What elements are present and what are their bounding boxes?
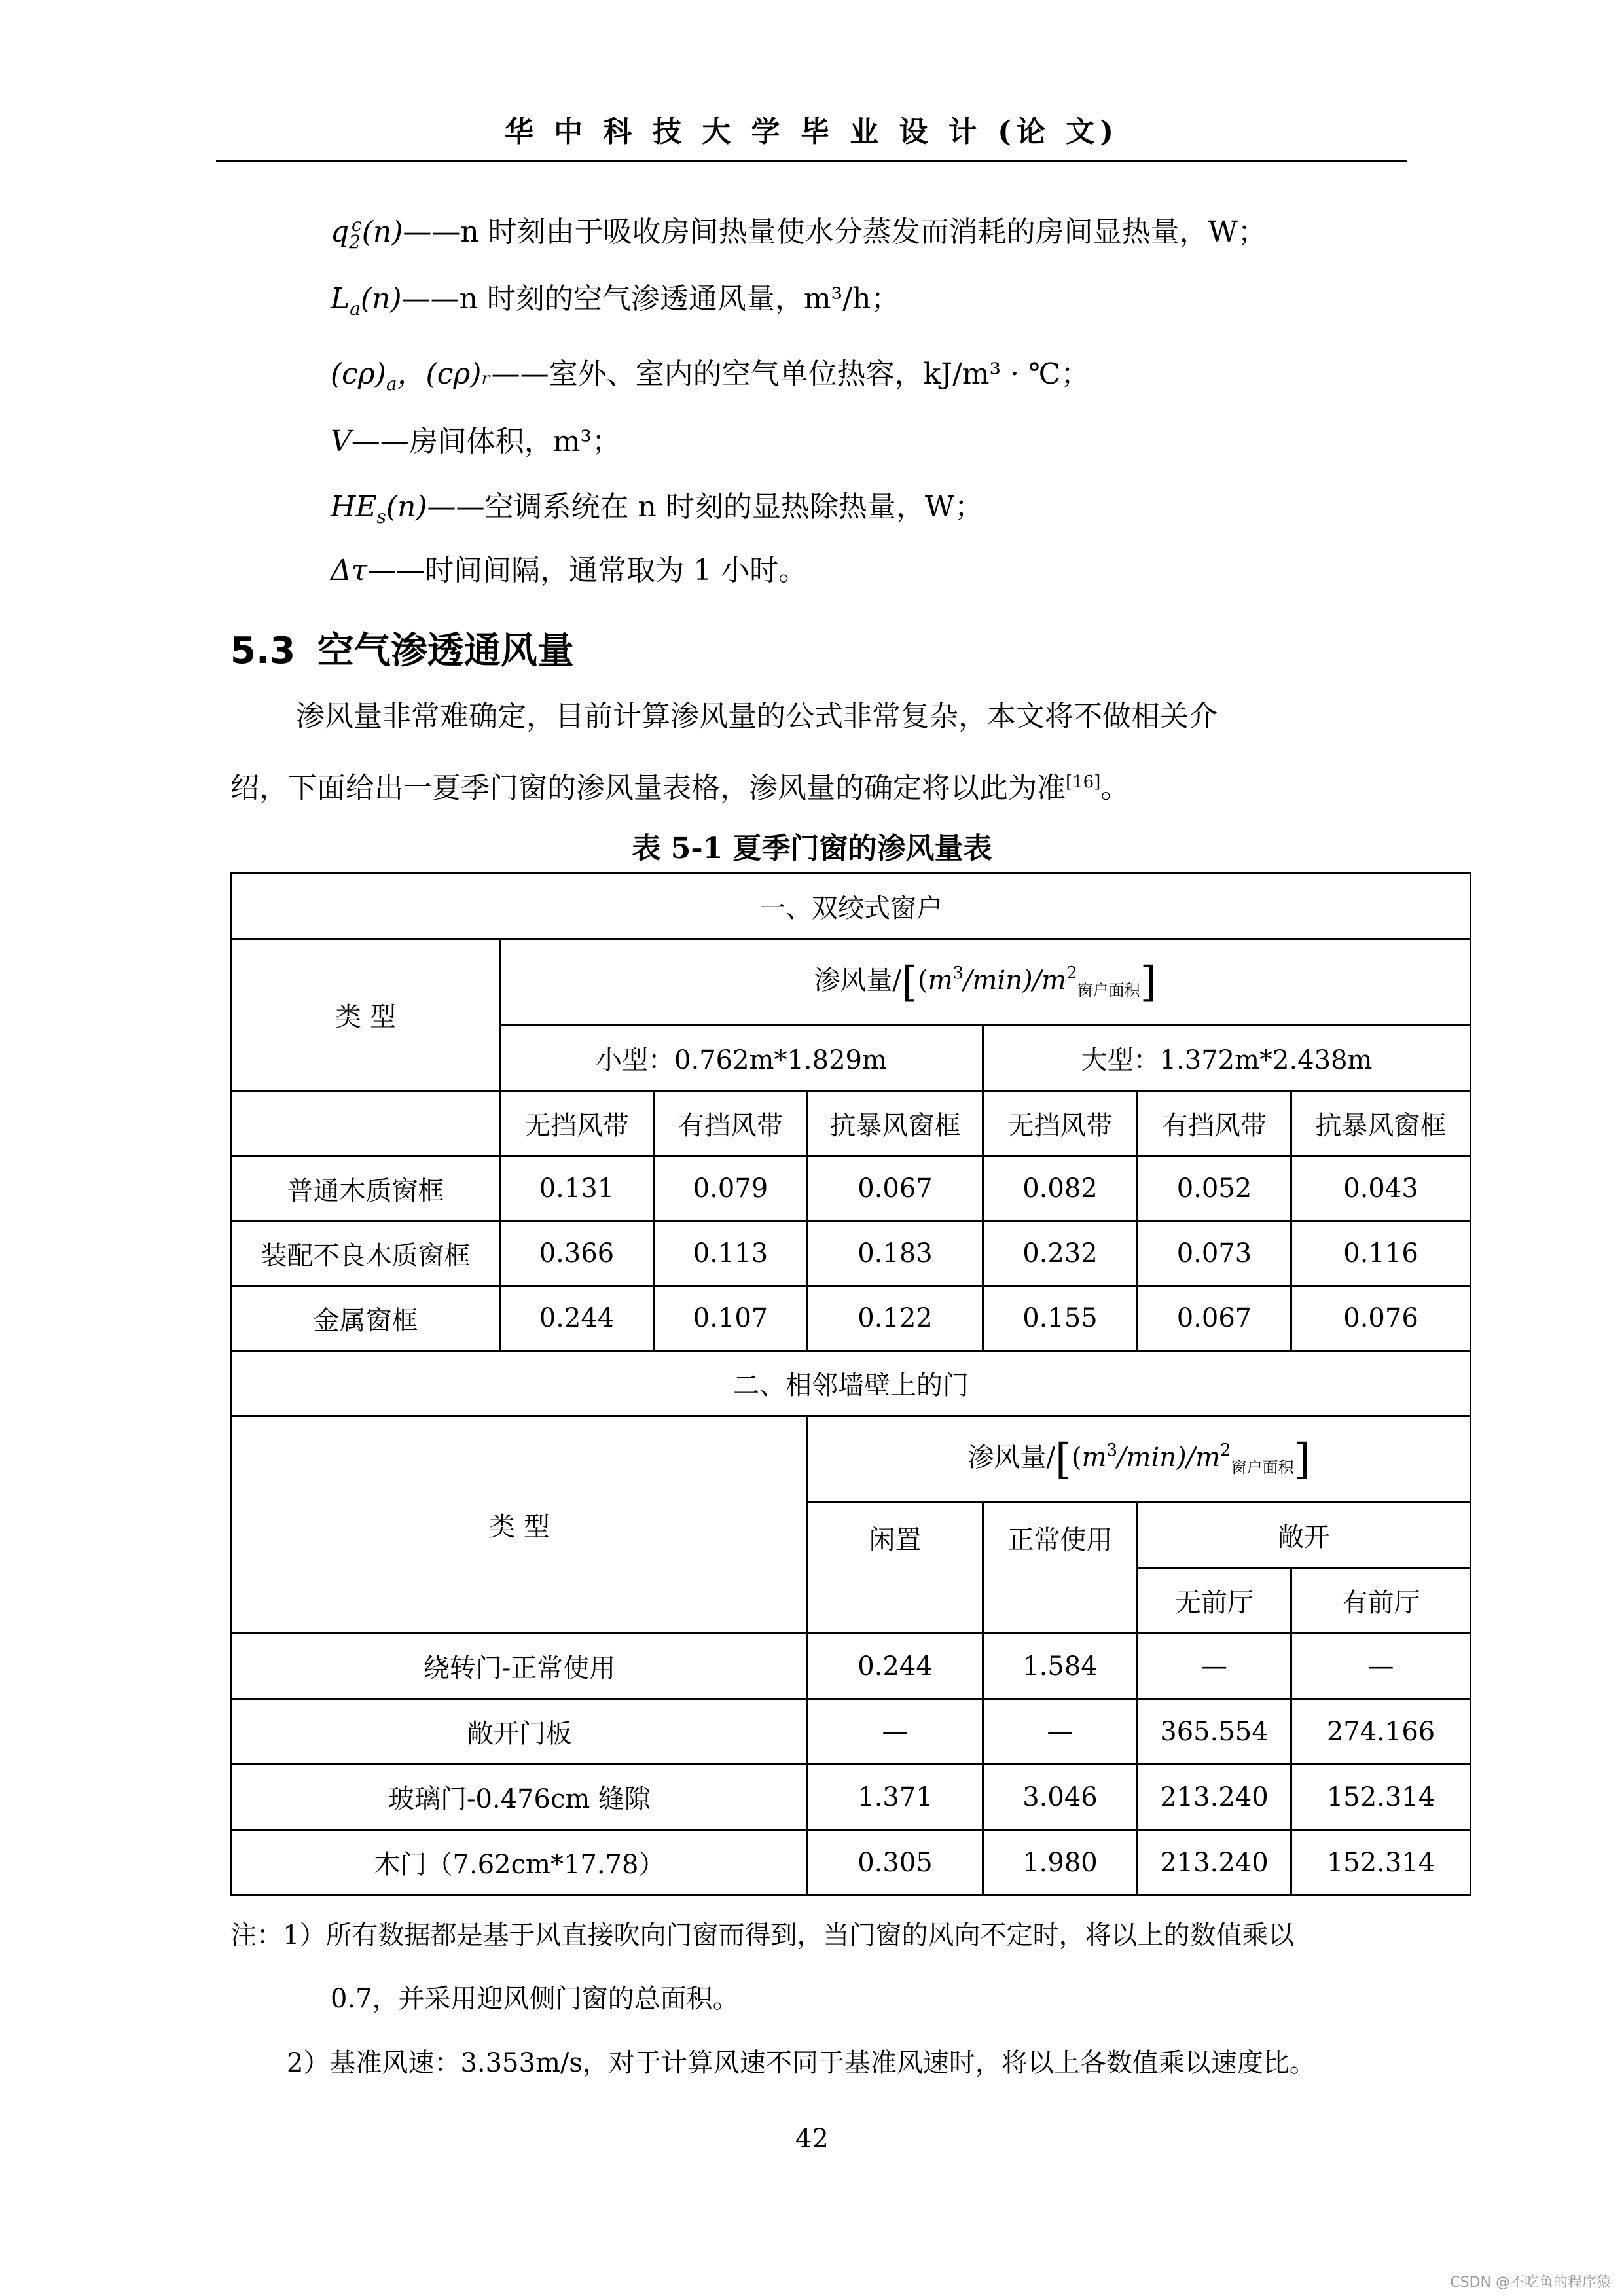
variable-arg: (n) [386, 490, 427, 524]
section-heading [230, 622, 574, 674]
variable-definition [331, 350, 1089, 395]
subhead-cell: 抗暴风窗框 [1291, 1091, 1471, 1157]
table-row [232, 1634, 1471, 1699]
variable-arg: (n) [361, 215, 403, 249]
value-cell: 0.052 [1138, 1157, 1291, 1221]
table-row [232, 1157, 1471, 1221]
value-cell: 213.240 [1138, 1830, 1291, 1895]
value-cell: 152.314 [1291, 1830, 1471, 1895]
variable-desc: ——n 时刻的空气渗透通风量，m³/h； [401, 282, 900, 315]
value-cell: 0.155 [983, 1286, 1138, 1351]
variable-definition [331, 208, 1267, 253]
variable-symbol: Δτ [331, 554, 368, 587]
paragraph-line-2: 绍，下面给出一夏季门窗的渗风量表格，渗风量的确定将以此为准 [230, 771, 1066, 805]
infiltration-table [230, 872, 1471, 1896]
part1-unit-header: 渗风量$/[(m^3/\min)/m^2_{窗户面积}]$ [500, 939, 1471, 1026]
value-cell: 0.131 [500, 1157, 654, 1221]
value-cell: — [1291, 1634, 1471, 1699]
part2-title: 二、相邻墙壁上的门 [232, 1351, 1471, 1416]
value-cell: — [1138, 1634, 1291, 1699]
note-2: 2）基准风速：3.353m/s，对于计算风速不同于基准风速时，将以上各数值乘以速度比。 [287, 2048, 1316, 2078]
col-no-lobby: 无前厅 [1138, 1568, 1291, 1634]
unit-prefix: 渗风量/ [814, 965, 901, 996]
row-label: 玻璃门-0.476cm 缝隙 [232, 1765, 808, 1830]
variable-desc: ——房间体积，m³； [351, 425, 621, 458]
table-row [232, 1221, 1471, 1286]
watermark: CSDN @不吃鱼的程序猿 [1450, 2274, 1611, 2291]
value-cell: 0.113 [654, 1221, 808, 1286]
body-paragraph [230, 684, 1396, 821]
value-cell: 0.082 [983, 1157, 1138, 1221]
value-cell: 0.232 [983, 1221, 1138, 1286]
variable-sub: a [386, 372, 397, 395]
row-label: 敞开门板 [232, 1699, 808, 1765]
col-open: 敞开 [1138, 1503, 1471, 1568]
header-rule [216, 160, 1407, 162]
subhead-cell: 有挡风带 [1138, 1091, 1291, 1157]
col-idle: 闲置 [808, 1503, 983, 1634]
variable-sub: 2 [349, 230, 361, 253]
large-window-label: 大型：1.372m*2.438m [983, 1026, 1471, 1091]
variable-desc: ——n 时刻由于吸收房间热量使水分蒸发而消耗的房间显热量，W； [403, 215, 1267, 249]
variable-symbol: L [331, 282, 350, 315]
variable-desc: ——时间间隔，通常取为 1 小时。 [367, 554, 808, 587]
paragraph-line-1: 渗风量非常难确定，目前计算渗风量的公式非常复杂，本文将不做相关介 [296, 700, 1218, 733]
row-label: 金属窗框 [232, 1286, 500, 1351]
part1-title: 一、双绞式窗户 [232, 874, 1471, 939]
page-header: 华 中 科 技 大 学 毕 业 设 计 (论 文) [504, 115, 1119, 149]
variable-desc: ——空调系统在 n 时刻的显热除热量，W； [427, 490, 984, 524]
value-cell: 365.554 [1138, 1699, 1291, 1765]
value-cell: 0.073 [1138, 1221, 1291, 1286]
paragraph-end: 。 [1100, 771, 1130, 805]
value-cell: 0.079 [654, 1157, 808, 1221]
variable-definition [331, 275, 899, 319]
value-cell: 274.166 [1291, 1699, 1471, 1765]
value-cell: 0.183 [808, 1221, 983, 1286]
variable-arg: ，(cρ)ᵣ [397, 357, 492, 391]
value-cell: 0.244 [808, 1634, 983, 1699]
value-cell: 0.244 [500, 1286, 654, 1351]
value-cell: 0.067 [1138, 1286, 1291, 1351]
row-label: 装配不良木质窗框 [232, 1221, 500, 1286]
row-label: 普通木质窗框 [232, 1157, 500, 1221]
unit-sub: 窗户面积 [1077, 980, 1140, 999]
value-cell: 0.076 [1291, 1286, 1471, 1351]
unit-sub: 窗户面积 [1231, 1458, 1294, 1477]
table-row [232, 1830, 1471, 1895]
col-normal: 正常使用 [983, 1503, 1138, 1634]
value-cell: — [983, 1699, 1138, 1765]
variable-definition [331, 418, 621, 459]
unit-mid: /min)/m [964, 965, 1067, 996]
unit-exp2: 2 [1220, 1440, 1231, 1460]
unit-exp2: 2 [1066, 963, 1077, 983]
variable-symbol: V [331, 425, 352, 458]
unit-exp: 3 [1106, 1440, 1118, 1460]
subhead-cell: 无挡风带 [983, 1091, 1138, 1157]
variable-symbol: q [331, 215, 350, 249]
value-cell: 0.067 [808, 1157, 983, 1221]
variable-definition [331, 483, 983, 528]
variable-sup: c [352, 214, 362, 236]
value-cell: 3.046 [983, 1765, 1138, 1830]
table-row [232, 1286, 1471, 1351]
note-1-continued: 0.7，并采用迎风侧门窗的总面积。 [331, 1984, 739, 2014]
empty-cell [232, 1091, 500, 1157]
table-row [232, 1765, 1471, 1830]
value-cell: 0.043 [1291, 1157, 1471, 1221]
variable-sub: s [376, 505, 386, 528]
citation-ref: [16] [1066, 772, 1101, 792]
subhead-cell: 有挡风带 [654, 1091, 808, 1157]
table-caption: 表 5-1 夏季门窗的渗风量表 [632, 832, 992, 865]
value-cell: 0.116 [1291, 1221, 1471, 1286]
unit-prefix: 渗风量/ [967, 1442, 1055, 1473]
section-number: 5.3 [230, 630, 296, 672]
variable-definition [331, 547, 807, 588]
subhead-cell: 抗暴风窗框 [808, 1091, 983, 1157]
part2-type-label: 类 型 [232, 1416, 808, 1634]
value-cell: 1.980 [983, 1830, 1138, 1895]
unit-m: m [1081, 1442, 1107, 1473]
table-row [232, 1699, 1471, 1765]
value-cell: 0.366 [500, 1221, 654, 1286]
value-cell: 152.314 [1291, 1765, 1471, 1830]
part1-type-label: 类 型 [232, 939, 500, 1091]
variable-desc: ——室外、室内的空气单位热容，kJ/m³ · ℃； [491, 357, 1090, 391]
variable-arg: (n) [360, 282, 402, 315]
value-cell: 213.240 [1138, 1765, 1291, 1830]
section-title: 空气渗透通风量 [317, 630, 574, 672]
page-number: 42 [795, 2124, 829, 2154]
value-cell: 0.122 [808, 1286, 983, 1351]
col-lobby: 有前厅 [1291, 1568, 1471, 1634]
value-cell: 1.584 [983, 1634, 1138, 1699]
variable-symbol: HE [331, 490, 377, 524]
variable-sub: a [350, 297, 361, 319]
unit-m: m [928, 965, 953, 996]
row-label: 木门（7.62cm*17.78） [232, 1830, 808, 1895]
row-label: 绕转门-正常使用 [232, 1634, 808, 1699]
small-window-label: 小型：0.762m*1.829m [500, 1026, 983, 1091]
unit-mid: /min)/m [1117, 1442, 1221, 1473]
unit-exp: 3 [952, 963, 964, 983]
part2-unit-header: 渗风量$/[(m^3/\min)/m^2_{窗户面积}]$ [808, 1416, 1471, 1503]
value-cell: — [808, 1699, 983, 1765]
subhead-cell: 无挡风带 [500, 1091, 654, 1157]
note-1: 注：1）所有数据都是基于风直接吹向门窗而得到，当门窗的风向不定时，将以上的数值乘以 [230, 1920, 1295, 1950]
value-cell: 1.371 [808, 1765, 983, 1830]
value-cell: 0.107 [654, 1286, 808, 1351]
variable-symbol: (cρ) [331, 357, 386, 391]
value-cell: 0.305 [808, 1830, 983, 1895]
